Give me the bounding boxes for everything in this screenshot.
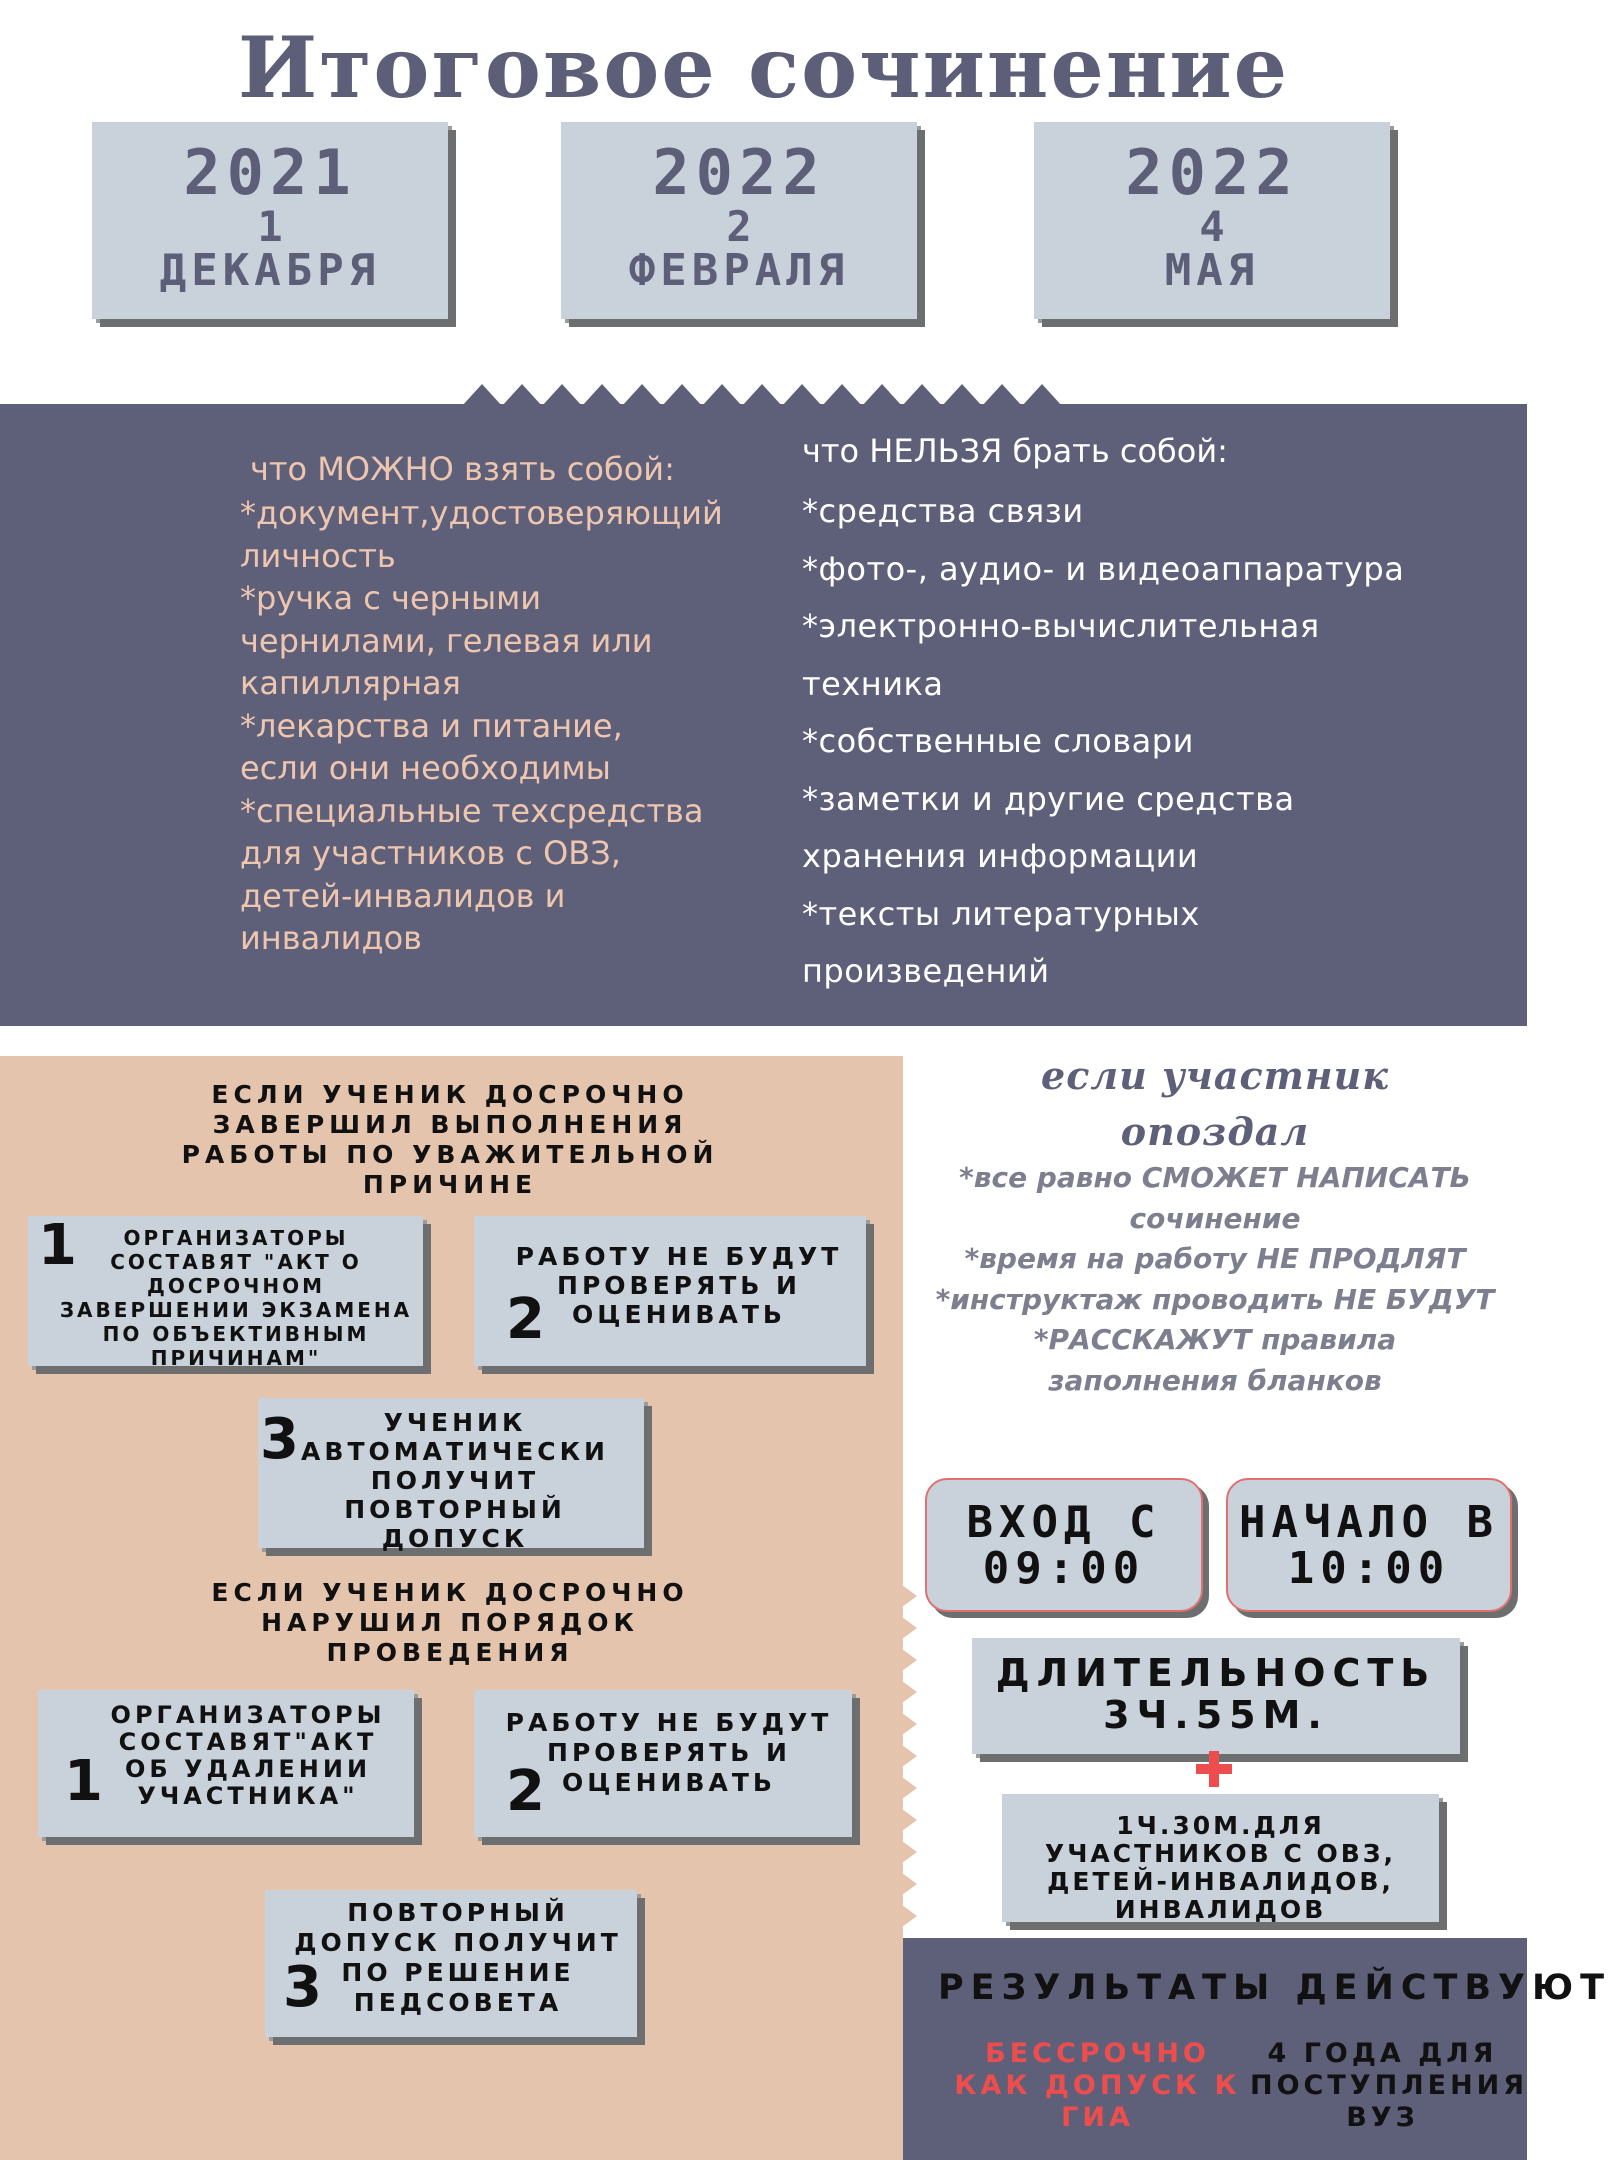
- plus-icon: [1196, 1751, 1232, 1787]
- extra-time-text: 1Ч.30М.ДЛЯ УЧАСТНИКОВ С ОВЗ, ДЕТЕЙ-ИНВАЛИДОВ, ИНВАЛИДОВ: [1044, 1811, 1397, 1924]
- early-finish-heading: ЕСЛИ УЧЕНИК ДОСРОЧНО ЗАВЕРШИЛ ВЫПОЛНЕНИЯ РАБОТЫ ПО УВАЖИТЕЛЬНОЙ ПРИЧИНЕ: [181, 1080, 719, 1199]
- extra-time-box: [1002, 1794, 1439, 1922]
- early-step-3: [258, 1398, 644, 1553]
- step-text: РАБОТУ НЕ БУДУТ ПРОВЕРЯТЬ И ОЦЕНИВАТЬ: [515, 1242, 843, 1329]
- violation-heading: ЕСЛИ УЧЕНИК ДОСРОЧНО НАРУШИЛ ПОРЯДОК ПРОВЕДЕНИЯ: [211, 1578, 689, 1667]
- list-item: *собственные словари: [802, 722, 1194, 760]
- start-label: НАЧАЛО В: [1239, 1497, 1499, 1548]
- list-item: *заметки и другие средства хранения информации: [802, 779, 1295, 875]
- step-text: ОРГАНИЗАТОРЫ СОСТАВЯТ"АКТ ОБ УДАЛЕНИИ УЧАСТНИКА": [110, 1701, 386, 1810]
- date-card-3: [1034, 122, 1390, 319]
- list-item: *средства связи: [802, 492, 1084, 530]
- allowed-heading: что МОЖНО взять собой:: [250, 450, 675, 488]
- duration-label: ДЛИТЕЛЬНОСТЬ: [995, 1651, 1437, 1695]
- start-time-box: [1226, 1478, 1512, 1612]
- results-heading: РЕЗУЛЬТАТЫ ДЕЙСТВУЮТ: [938, 1968, 1611, 2008]
- step-text: ОРГАНИЗАТОРЫ СОСТАВЯТ "АКТ О ДОСРОЧНОМ ЗАВЕРШЕНИИ ЭКЗАМЕНА ПО ОБЪЕКТИВНЫМ ПРИЧИНАМ": [59, 1226, 413, 1370]
- list-item: *специальные техсредства для участников с ОВЗ, детей-инвалидов и инвалидов: [240, 791, 704, 957]
- start-time: 10:00: [1287, 1543, 1451, 1594]
- date-month: ФЕВРАЛЯ: [628, 245, 850, 296]
- step-number: 1: [38, 1213, 77, 1278]
- step-text: РАБОТУ НЕ БУДУТ ПРОВЕРЯТЬ И ОЦЕНИВАТЬ: [505, 1708, 833, 1797]
- entry-label: ВХОД С: [966, 1497, 1162, 1548]
- violation-step-3: [265, 1890, 637, 2037]
- date-year: 2022: [652, 136, 826, 209]
- allowed-list: [240, 492, 723, 960]
- step-text: УЧЕНИК АВТОМАТИЧЕСКИ ПОЛУЧИТ ПОВТОРНЫЙ ДОПУСК: [301, 1408, 609, 1553]
- results-gia: БЕССРОЧНО КАК ДОПУСК К ГИА: [954, 2038, 1241, 2133]
- forbidden-list: [802, 483, 1442, 1001]
- entry-time-box: [925, 1478, 1203, 1612]
- date-day: 2: [726, 202, 752, 251]
- step-number: 2: [506, 1759, 545, 1824]
- date-day: 1: [257, 202, 283, 251]
- list-item: *РАССКАЖУТ правила заполнения бланков: [1033, 1323, 1397, 1397]
- step-number: 3: [283, 1955, 322, 2020]
- results-university: 4 ГОДА ДЛЯ ПОСТУПЛЕНИЯ ВУЗ: [1250, 2038, 1529, 2133]
- late-heading: если участник опоздал: [1041, 1053, 1389, 1154]
- early-step-1: [28, 1213, 423, 1370]
- zigzag-divider: [462, 384, 1062, 406]
- list-item: *тексты литературных произведений: [802, 894, 1200, 990]
- late-list: [935, 1158, 1495, 1401]
- list-item: *лекарства и питание, если они необходимы: [240, 706, 623, 787]
- duration-value: 3Ч.55М.: [1103, 1693, 1329, 1737]
- duration-box: [972, 1638, 1460, 1754]
- violation-step-1: [38, 1690, 414, 1837]
- date-card-1: [92, 122, 448, 319]
- step-number: 1: [64, 1749, 103, 1814]
- date-year: 2022: [1125, 136, 1299, 209]
- step-number: 2: [506, 1287, 545, 1352]
- date-year: 2021: [183, 136, 357, 209]
- early-step-2: [474, 1216, 866, 1366]
- entry-time: 09:00: [982, 1543, 1146, 1594]
- step-text: ПОВТОРНЫЙ ДОПУСК ПОЛУЧИТ ПО РЕШЕНИЕ ПЕДСОВЕТА: [294, 1898, 622, 2017]
- list-item: *время на работу НЕ ПРОДЛЯТ: [964, 1242, 1466, 1275]
- list-item: *инструктаж проводить НЕ БУДУТ: [935, 1282, 1495, 1316]
- date-card-2: [561, 122, 917, 319]
- list-item: *электронно-вычислительная техника: [802, 607, 1320, 703]
- date-month: ДЕКАБРЯ: [159, 245, 381, 296]
- forbidden-heading: что НЕЛЬЗЯ брать собой:: [802, 432, 1228, 470]
- list-item: *фото-, аудио- и видеоаппаратура: [802, 549, 1405, 588]
- list-item: *документ,удостоверяющий личность: [240, 494, 723, 575]
- date-month: МАЯ: [1164, 245, 1260, 296]
- list-item: *ручка с черными чернилами, гелевая или капиллярная: [240, 579, 653, 702]
- list-item: *все равно СМОЖЕТ НАПИСАТЬ сочинение: [959, 1161, 1471, 1235]
- date-day: 4: [1199, 202, 1225, 251]
- step-number: 3: [260, 1407, 299, 1472]
- violation-step-2: [474, 1690, 852, 1837]
- page-title: Итоговое сочинение: [237, 18, 1290, 117]
